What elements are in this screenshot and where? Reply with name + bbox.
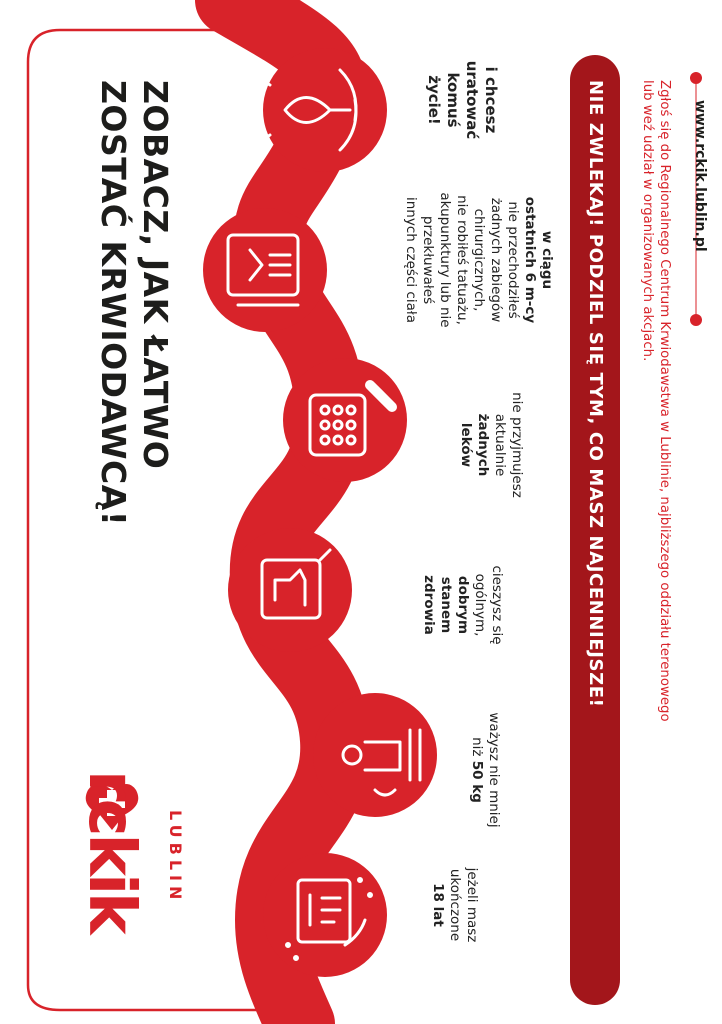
website-link[interactable]: www.rckik.lublin.pl	[692, 100, 708, 252]
title-line-2: ZOSTAĆ KRWIODAWCĄ!	[94, 80, 133, 527]
step-1-text: jeżeli masz ukończone 18 lat	[430, 867, 480, 943]
circle-5	[203, 208, 327, 332]
circle-1	[263, 853, 387, 977]
circle-4	[283, 358, 407, 482]
logo-sub: LUBLIN	[166, 810, 185, 905]
footer-line-1: Zgłoś się do Regionalnego Centrum Krwiodawstwa w Lublinie, najbliższego oddziału terenowego	[657, 80, 672, 722]
banner-text: NIE ZWLEKAJ! PODZIEL SIĘ TYM, CO MASZ NAJCENNIEJSZE!	[585, 80, 606, 708]
footer-line-2: lub weź udział w organizowanych akcjach.	[640, 80, 655, 362]
circle-6	[263, 48, 387, 172]
step-5-text: w ciągu ostatnich 6 m-cy nie przechodziłeś żadnych zabiegów chirurgicznych, nie robiłeś tatuażu, akupunktury lub nie przekłuwałeś innych części ciała	[403, 192, 555, 328]
circle-2	[313, 693, 437, 817]
step-4-text: nie przyjmujesz aktualnie żadnych leków	[458, 392, 525, 498]
url-dot-top	[690, 72, 702, 84]
step-2-text: ważysz nie mniej niż 50 kg	[469, 712, 502, 828]
step-3-text: cieszysz się ogólnym, dobrym stanem zdrowia	[421, 565, 505, 645]
step-6-text: i chcesz uratować komuś życie!	[425, 60, 500, 140]
url-dot-bottom	[690, 314, 702, 326]
title-line-1: ZOBACZ, JAK ŁATWO	[136, 80, 175, 470]
circle-3	[228, 528, 352, 652]
logo-text: rckik	[74, 770, 148, 932]
